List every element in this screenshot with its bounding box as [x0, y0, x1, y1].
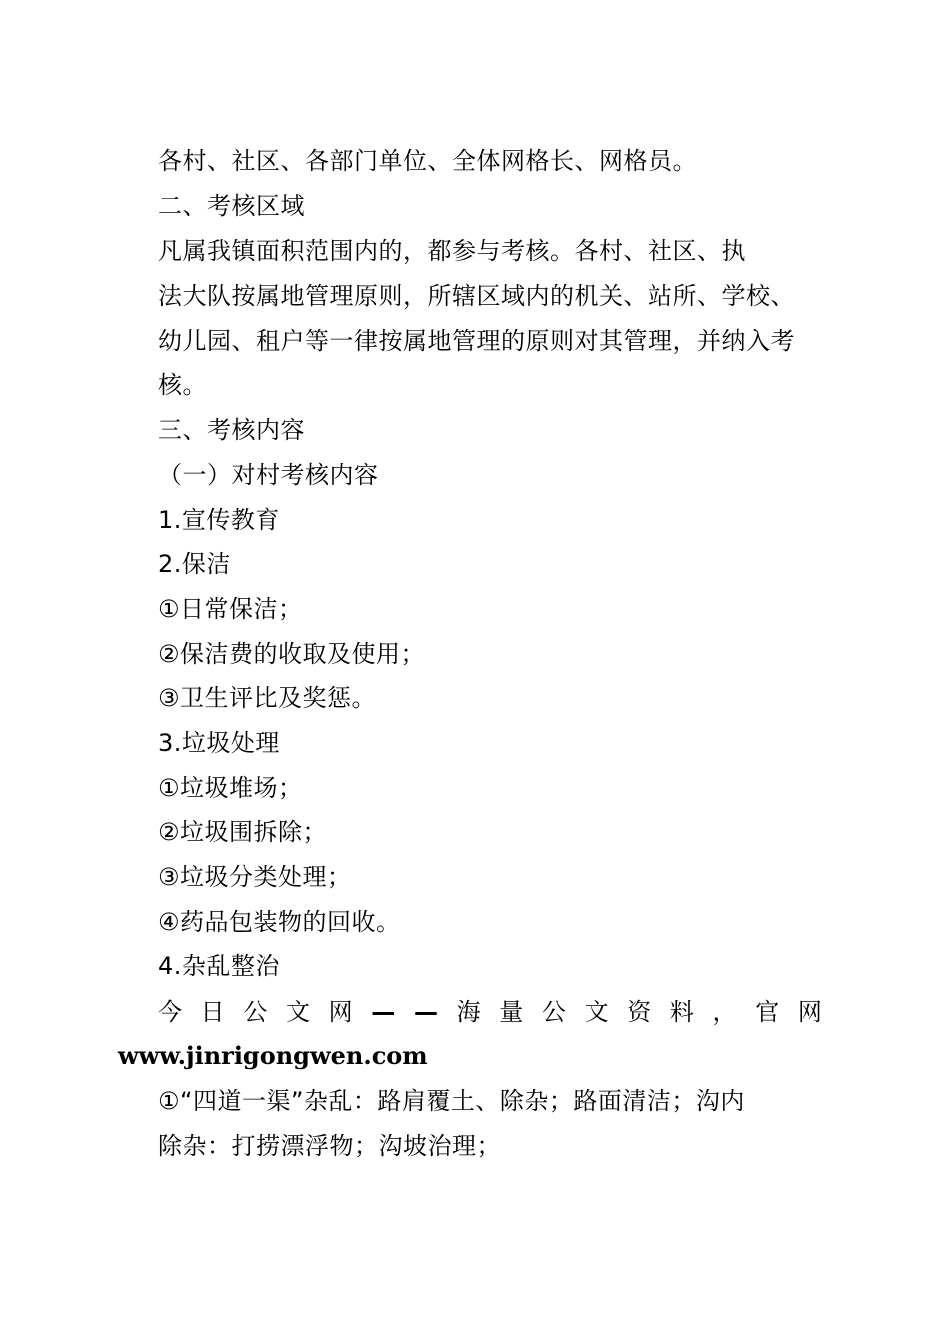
watermark-char: 料 — [669, 998, 694, 1026]
text-line: 除杂：打捞漂浮物；沟坡治理； — [158, 1132, 501, 1160]
text-line: 法大队按属地管理原则，所辖区域内的机关、站所、学校、 — [158, 282, 795, 310]
watermark-char: 公 — [243, 998, 268, 1026]
list-item: ②垃圾围拆除； — [158, 818, 328, 846]
subsection-heading: （一）对村考核内容 — [158, 461, 379, 489]
watermark-char: 海 — [456, 998, 481, 1026]
watermark-char: — — [371, 998, 396, 1026]
watermark-line — [158, 996, 822, 1028]
watermark-char: 官 — [755, 998, 780, 1026]
watermark-char: 今 — [158, 998, 182, 1026]
section-heading: 三、考核内容 — [158, 416, 305, 444]
list-item: ③垃圾分类处理； — [158, 863, 352, 891]
list-item: ④药品包装物的回收。 — [158, 908, 401, 936]
section-heading: 二、考核区域 — [158, 192, 305, 220]
list-item: ③卫生评比及奖惩。 — [158, 684, 377, 712]
text-line: 核。 — [158, 371, 207, 399]
list-item: 2.保洁 — [158, 550, 231, 578]
watermark-char: 量 — [499, 998, 524, 1026]
list-item: 1.宣传教育 — [158, 506, 280, 534]
text-line: 各村、社区、各部门单位、全体网格长、网格员。 — [158, 147, 697, 175]
list-item: 3.垃圾处理 — [158, 729, 280, 757]
list-item: 4.杂乱整治 — [158, 952, 280, 980]
list-item: ①垃圾堆场； — [158, 774, 303, 802]
text-line: 凡属我镇面积范围内的，都参与考核。各村、社区、执 — [158, 237, 746, 265]
watermark-char: 文 — [584, 998, 609, 1026]
watermark-char: ， — [712, 998, 737, 1026]
list-item: ②保洁费的收取及使用； — [158, 640, 426, 668]
watermark-char: 日 — [200, 998, 225, 1026]
text-line: 幼儿园、租户等一律按属地管理的原则对其管理，并纳入考 — [158, 327, 795, 355]
watermark-char: 网 — [797, 998, 822, 1026]
watermark-url: www.jinrigongwen.com — [118, 1041, 428, 1070]
watermark-char: 文 — [285, 998, 310, 1026]
text-line: ①“四道一渠”杂乱：路肩覆土、除杂；路面清洁；沟内 — [158, 1087, 745, 1115]
watermark-char: 公 — [541, 998, 566, 1026]
watermark-char: 资 — [627, 998, 652, 1026]
watermark-char: — — [413, 998, 438, 1026]
list-item: ①日常保洁； — [158, 595, 303, 623]
watermark-char: 网 — [328, 998, 353, 1026]
